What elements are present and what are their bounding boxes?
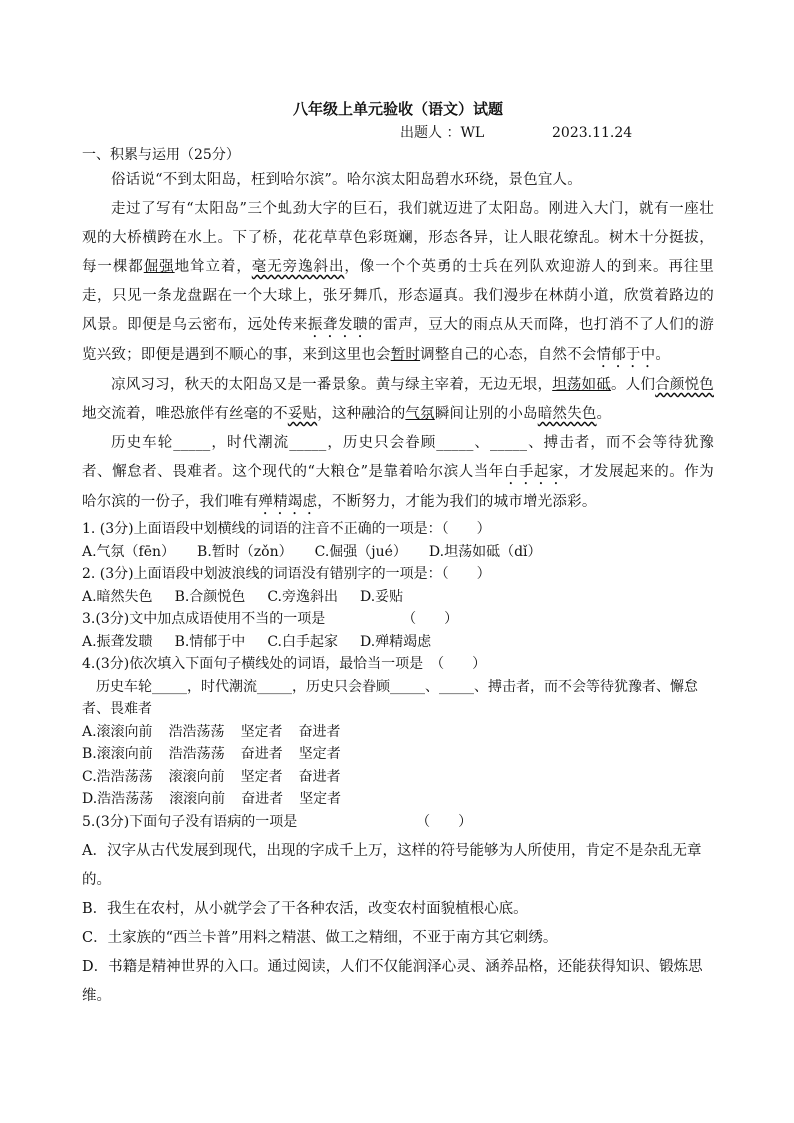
- option-word: B.滚滚向前: [82, 746, 153, 762]
- option-word: 滚滚向前: [169, 791, 226, 807]
- passage-text: 调整自己的心态，自然不会: [420, 347, 597, 363]
- option-c[interactable]: C.白手起家: [267, 633, 338, 650]
- question-4-option-a[interactable]: [82, 721, 714, 744]
- passage-text: 。: [596, 406, 612, 422]
- passage-paragraph-2: [82, 195, 714, 371]
- passage-text: 。: [655, 347, 671, 363]
- passage-text: 地耸立着，: [174, 259, 252, 275]
- question-4-option-c[interactable]: [82, 766, 714, 789]
- question-2-stem: 2. (3分)上面语段中划波浪线的词语没有错别字的一项是：（ ）: [82, 566, 491, 582]
- option-b[interactable]: B.情郁于中: [174, 633, 246, 650]
- exam-date: 2023.11.24: [552, 125, 633, 141]
- option-b[interactable]: B.暂时（zǒn）: [197, 543, 293, 560]
- passage-text: 地交流着，唯恐旅伴有丝毫的不: [82, 406, 288, 422]
- underlined-word: 坦荡如砥: [552, 377, 612, 393]
- option-word: 奋进者: [298, 768, 341, 785]
- dotted-idiom: 白手起家: [503, 464, 564, 480]
- option-d[interactable]: D.殚精竭虑: [359, 633, 432, 650]
- passage-text: ，像一个个英勇的士兵在列队欢迎游人的到来。再往里走，只见一条龙盘踞在一个大球上，张牙舞爪，形态逼真。我们漫步在林荫小道，欣赏着路边的风景。即便是乌云密布，远处传来: [82, 259, 715, 333]
- option-d[interactable]: D.妥贴: [359, 588, 404, 605]
- question-5-option-d[interactable]: D．书籍是精神世界的入口。通过阅读，人们不仅能润泽心灵、涵养品格，还能获得知识、锻炼思维。: [82, 959, 703, 1004]
- passage-text: 历史车轮_____，时代潮流_____，历史只会眷顾_____、_____、搏击者，而不会等待犹豫者、懈怠者、畏难者。这个现代的“大粮仓”是靠着哈尔滨人当年: [82, 435, 714, 480]
- question-4-option-b[interactable]: [82, 743, 714, 766]
- passage-text: 凉风习习，秋天的太阳岛又是一番景象。黄与绿主宰着，无边无垠，: [111, 377, 553, 393]
- underlined-word: 暂时: [390, 347, 421, 363]
- wavy-underlined-word: 合颜悦色: [655, 377, 714, 393]
- dotted-idiom: 情郁于中: [596, 347, 656, 363]
- option-word: 坚定者: [240, 768, 283, 785]
- exam-meta: [82, 122, 714, 144]
- passage-text: 。人们: [611, 377, 656, 393]
- passage-paragraph-4: [82, 429, 714, 518]
- option-c[interactable]: C.旁逸斜出: [267, 588, 338, 605]
- dotted-idiom: 殚精竭虑: [258, 494, 318, 510]
- passage-text: 瞬间让别的小岛: [434, 406, 538, 422]
- wavy-underlined-word: 暗然失色: [537, 406, 597, 422]
- underlined-word: 气氛: [405, 406, 435, 422]
- option-word: 坚定者: [240, 723, 283, 740]
- author-label: 出题人 ：WL: [400, 125, 485, 141]
- passage-paragraph-1: 俗话说“不到太阳岛，枉到哈尔滨”。哈尔滨太阳岛碧水环绕，景色宜人。: [111, 172, 582, 188]
- question-1-stem: 1. (3分)上面语段中划横线的词语的注音不正确的一项是：（ ）: [82, 521, 491, 537]
- option-word: 奋进者: [298, 723, 341, 740]
- option-word: 浩浩荡荡: [168, 746, 225, 762]
- option-b[interactable]: B.合颜悦色: [174, 588, 246, 605]
- option-word: D.浩浩荡荡: [82, 791, 154, 807]
- option-word: 坚定者: [298, 746, 341, 762]
- passage-text: 走过了写有“太阳岛”三个虬劲大字的巨石，我们就迈进了太阳岛。刚进入大门，就有一座壮观的大桥横跨在水上。下了桥，花花草草色彩斑斓，形态各异，让人眼花缭乱。树木十分挺拔，每一棵都: [82, 201, 714, 275]
- option-c[interactable]: C.倔强（jué）: [314, 543, 407, 560]
- dotted-idiom: 振聋发聩: [307, 317, 369, 333]
- question-5-option-c[interactable]: C．土家族的“西兰卡普”用料之精湛、做工之精细，不亚于南方其它刺绣。: [82, 930, 558, 946]
- section-heading: 一、积累与运用（25分）: [82, 147, 240, 163]
- option-a[interactable]: A.气氛（fēn）: [82, 543, 176, 560]
- page-title: 八年级上单元验收（语文）试题: [292, 100, 503, 118]
- passage-paragraph-3: [82, 371, 714, 429]
- passage-text: ，这种融洽的: [317, 406, 406, 422]
- wavy-underlined-word: 妥贴: [287, 406, 318, 422]
- underlined-word: 倔强: [143, 259, 175, 275]
- question-1-options: [82, 541, 714, 564]
- passage-text: ，不断努力，才能为我们的城市增光添彩。: [317, 494, 597, 510]
- option-a[interactable]: A.振聋发聩: [82, 633, 153, 650]
- option-word: 奋进者: [240, 746, 283, 762]
- option-d[interactable]: D.坦荡如砥（dǐ）: [428, 543, 542, 560]
- question-5-option-b[interactable]: B．我生在农村，从小就学会了干各种农活，改变农村面貌植根心底。: [82, 901, 528, 917]
- question-4-stem: 4.(3分)依次填入下面句子横线处的词语，最恰当一项是 （ ）: [82, 656, 487, 672]
- question-3-stem: 3.(3分)文中加点成语使用不当的一项是 （ ）: [82, 611, 459, 627]
- passage-text: 的雷声，豆大的雨点从天而降，也打消不了人们的游览兴致；即便是遇到不顺心的事，来到这里也会: [82, 317, 714, 363]
- option-word: C.浩浩荡荡: [82, 768, 153, 785]
- option-word: 坚定者: [299, 791, 342, 807]
- passage-text: ，才发展起来的。作为哈尔滨的一份子，我们唯有: [82, 464, 714, 510]
- question-2-options: [82, 586, 714, 609]
- option-word: 奋进者: [241, 791, 284, 807]
- question-5-stem: 5.(3分)下面句子没有语病的一项是 （ ）: [82, 813, 473, 830]
- option-a[interactable]: A.暗然失色: [82, 588, 153, 605]
- question-5-option-a[interactable]: A．汉字从古代发展到现代，出现的字成千上万，这样的符号能够为人所使用，肯定不是杂乱无章的。: [82, 843, 702, 888]
- question-4-option-d[interactable]: [82, 788, 714, 811]
- question-4-sentence: 历史车轮_____，时代潮流_____，历史只会眷顾_____、_____、搏击者，而不会等待犹豫者、懈怠者、畏难者: [82, 678, 698, 717]
- option-word: 滚滚向前: [168, 768, 225, 785]
- option-word: A.滚滚向前: [82, 723, 153, 740]
- question-3-options: [82, 631, 714, 654]
- wavy-underlined-word: 毫无旁逸斜出: [251, 259, 345, 275]
- option-word: 浩浩荡荡: [168, 723, 225, 740]
- exam-page: [82, 98, 714, 1011]
